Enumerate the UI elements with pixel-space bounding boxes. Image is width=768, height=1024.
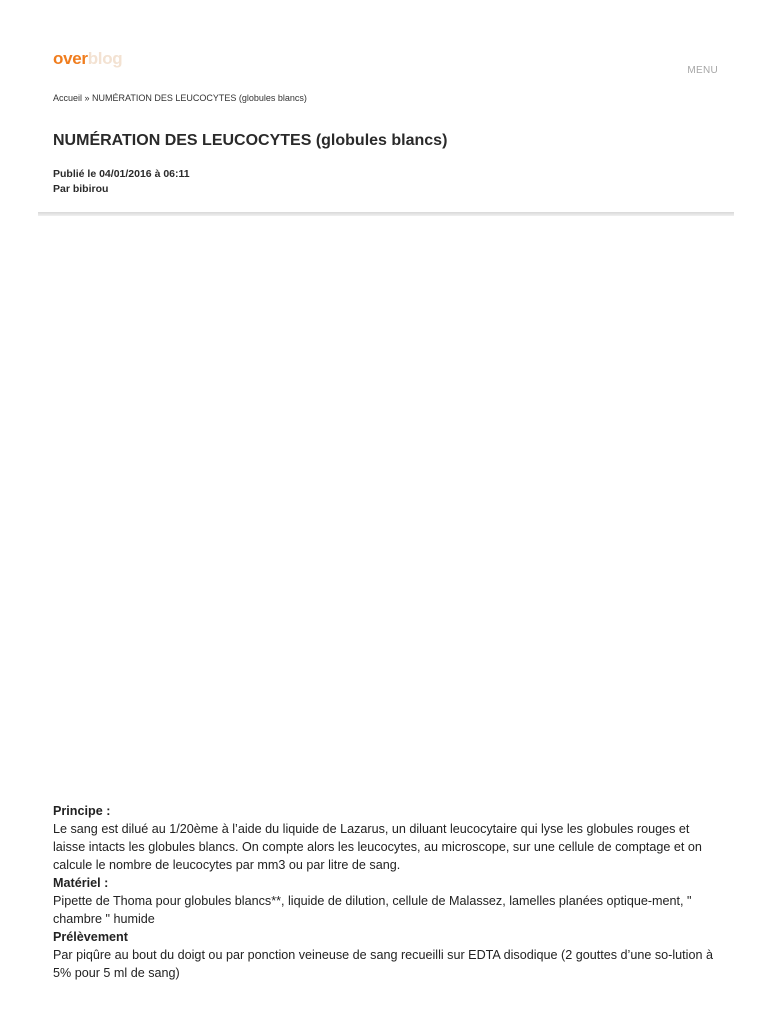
publish-date: Publié le 04/01/2016 à 06:11 (53, 168, 190, 180)
paragraph-prelevement: Par piqûre au bout du doigt ou par ponction veineuse de sang recueilli sur EDTA disodique (2 gouttes d’une so-lution à 5% pour 5 ml de sang) (53, 948, 713, 980)
article-body (53, 802, 718, 982)
header-divider (38, 212, 734, 216)
media-placeholder (38, 218, 734, 798)
post-author: Par bibirou (53, 183, 109, 195)
overblog-logo[interactable] (53, 49, 122, 69)
page-title: NUMÉRATION DES LEUCOCYTES (globules blancs) (53, 132, 448, 149)
breadcrumb-separator: » (82, 93, 93, 103)
site-header (0, 0, 768, 90)
section-heading-materiel: Matériel : (53, 876, 109, 890)
breadcrumb-home-link[interactable]: Accueil (53, 93, 83, 103)
menu-button[interactable]: MENU (687, 65, 718, 76)
section-heading-principe: Principe : (53, 804, 111, 818)
paragraph-materiel: Pipette de Thoma pour globules blancs**, liquide de dilution, cellule de Malassez, lamelles planées optique-ment, " chambre " humide (53, 894, 692, 926)
logo-text-blog: blog (87, 49, 123, 68)
paragraph-principe: Le sang est dilué au 1/20ème à l’aide du liquide de Lazarus, un diluant leucocytaire qui lyse les globules rouges et laisse intacts les globules blancs. On compte alors les leucocytes, au microscope, sur une cellule de comptage et on calcule le nombre de leucocytes par mm3 ou par litre de sang. (53, 822, 702, 872)
section-heading-prelevement: Prélèvement (53, 930, 128, 944)
breadcrumb (53, 93, 307, 103)
breadcrumb-current: NUMÉRATION DES LEUCOCYTES (globules blancs) (92, 93, 307, 103)
post-meta (53, 167, 190, 197)
logo-text-over: over (53, 49, 88, 68)
